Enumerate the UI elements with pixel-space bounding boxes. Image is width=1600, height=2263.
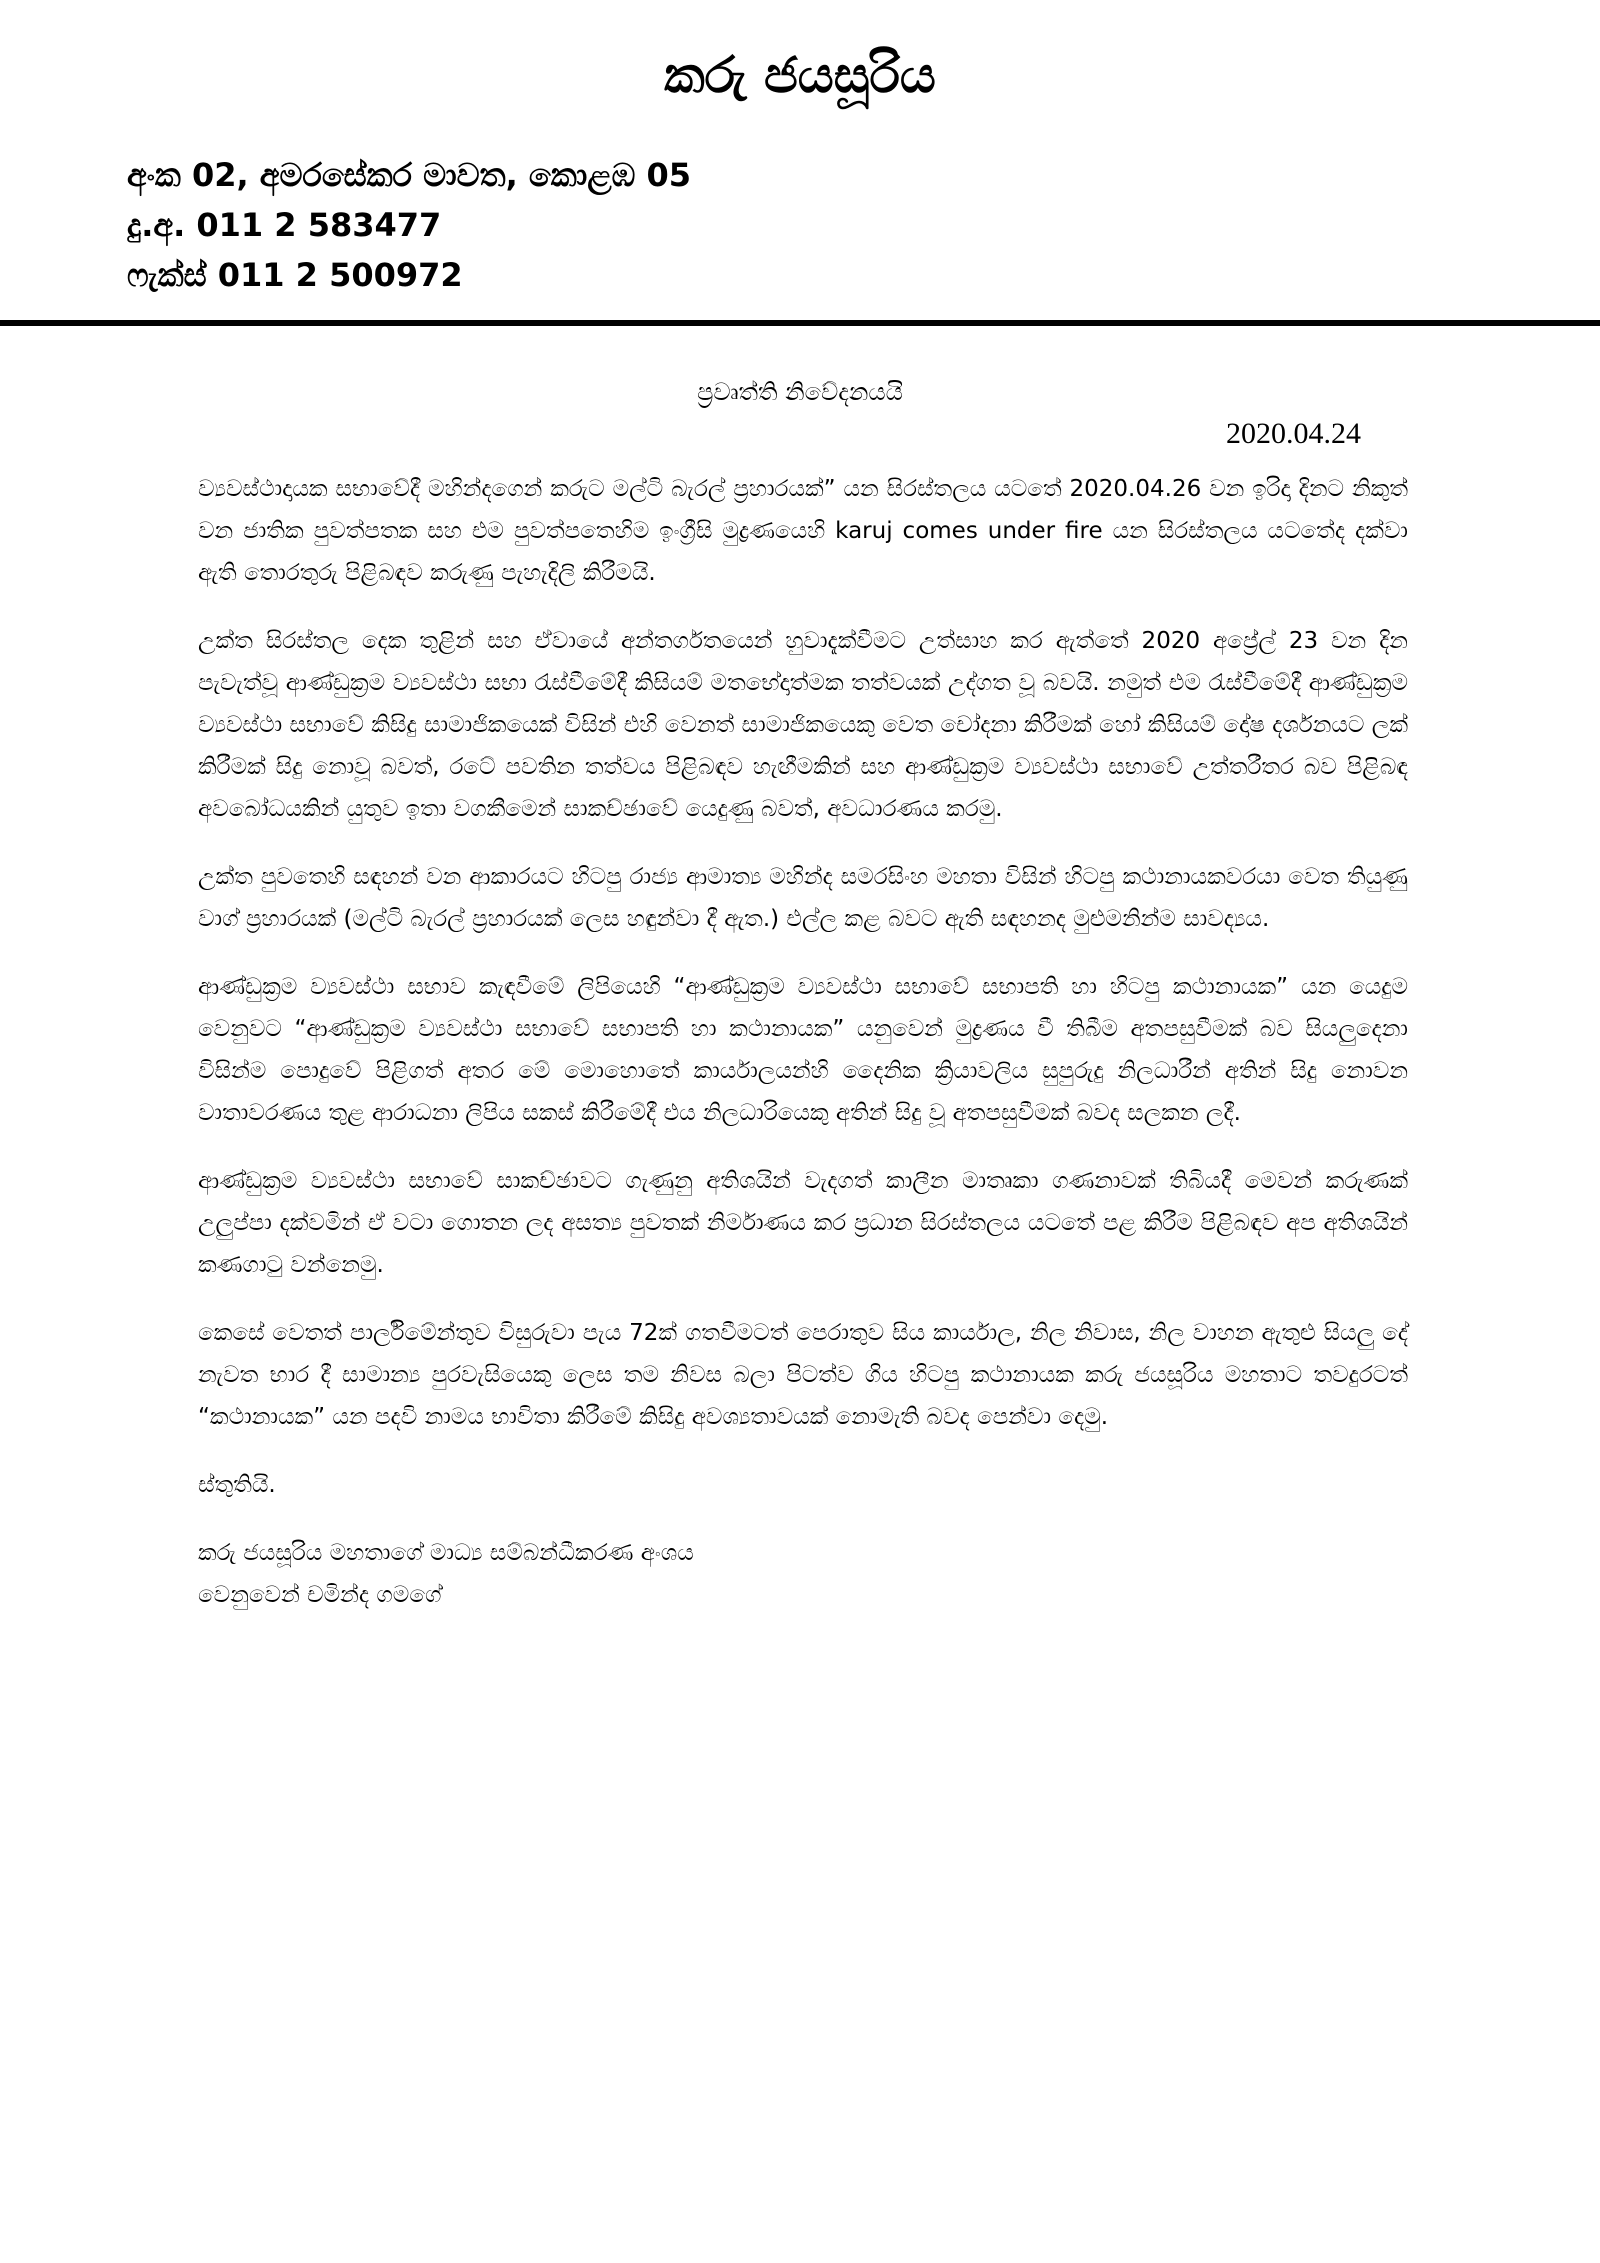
signature-line-2: වෙනුවෙන් චමින්ද ගමගේ [198, 1582, 442, 1608]
fax-line: ෆැක්ස් 011 2 500972 [127, 256, 463, 294]
paragraph: ආණ්ඩුක්‍රම ව්‍යවස්ථා සභාව කැඳවීමේ ලිපියෙහි “ආණ්ඩුක්‍රම ව්‍යවස්ථා සභාවේ සභාපති හා හිටපු කථානායක” යන යෙදුම වෙනුවට “ආණ්ඩුක්‍රම ව්‍යවස්ථා සභාවේ සභාපති හා කථානායක” යනුවෙන් මුද්‍රණය වී තිබීම අතපසුවීමක් බව සියලුදෙනා විසින්ම පොදුවේ පිළිගත් අතර මේ මොහොතේ කාර්යාලයන්හි දෛනික ක්‍රියාවලිය සුපුරුදු නිලධාරීන් අතින් සිදු නොවන වාතාවරණය තුළ ආරාධනා ලිපිය සකස් කිරීමේදී එය නිලධාරියෙකු අතින් සිදු වූ අතපසුවීමක් බවද සලකන ලදී. [198, 974, 1408, 1126]
closing-line: ස්තුතියි. [198, 1472, 276, 1498]
phone-line: දු.අ. 011 2 583477 [127, 206, 442, 244]
signature-line-1: කරු ජයසූරිය මහතාගේ මාධ්‍ය සම්බන්ධීකරණ අංශය [198, 1540, 694, 1566]
paragraph: උක්ත සිරස්තල දෙක තුළින් සහ ඒවායේ අන්තර්ගතයෙන් හුවාදැක්වීමට උත්සාහ කර ඇත්තේ 2020 අප්‍රේල් 23 වන දින පැවැත්වූ ආණ්ඩුක්‍රම ව්‍යවස්ථා සභා රැස්වීමේදී කිසියම් මතභේදාත්මක තත්වයක් උද්ගත වූ බවයි. නමුත් එම රැස්වීමේදී ආණ්ඩුක්‍රම ව්‍යවස්ථා සභාවේ කිසිදු සාමාජිකයෙක් විසින් එහි වෙනත් සාමාජිකයෙකු වෙත චෝදනා කිරීමක් හෝ කිසියම් දෝෂ දර්ශනයට ලක් කිරීමක් සිදු නොවූ බවත්, රටේ පවතින තත්වය පිළිබඳව හැඟීමකින් සහ ආණ්ඩුක්‍රම ව්‍යවස්ථා සභාවේ උත්තරීතර බව පිළිබඳ අවබෝධයකින් යුතුව ඉතා වගකීමෙන් සාකච්ඡාවේ යෙදුණු බවත්, අවධාරණය කරමු. [198, 628, 1408, 822]
address-line: අංක 02, අමරසේකර මාවත, කොළඹ 05 [127, 156, 692, 194]
document-body [198, 468, 1408, 1616]
letterhead-contact [127, 150, 691, 300]
signature-block [198, 1532, 1408, 1616]
paragraph: කෙසේ වෙතත් පාර්ලිමේන්තුව විසුරුවා පැය 72ක් ගතවීමටත් පෙරාතුව සිය කාර්යාල, නිල නිවාස, නිල වාහන ඇතුළු සියලු දේ නැවත භාර දී සාමාන්‍ය පුරවැසියෙකු ලෙස තම නිවස බලා පිටත්ව ගිය හිටපු කථානායක කරු ජයසූරිය මහතාට තවදුරටත් “කථානායක” යන පදවි නාමය භාවිතා කිරීමේ කිසිදු අවශ්‍යතාවයක් නොමැති බවද පෙන්වා දෙමු. [198, 1320, 1408, 1430]
paragraph: ආණ්ඩුක්‍රම ව්‍යවස්ථා සභාවේ සාකච්ඡාවට ගැණුනු අතිශයින් වැදගත් කාලීන මාතෘකා ගණනාවක් තිබියදී මෙවන් කරුණක් උලුප්පා දක්වමින් ඒ වටා ගොතන ලද අසත්‍ය පුවතක් නිර්මාණය කර ප්‍රධාන සිරස්තලය යටතේ පළ කිරීම පිළිබඳව අප අතිශයින් කණගාටු වන්නෙමු. [198, 1168, 1408, 1278]
document-type: ප්‍රවෘත්ති නිවේදනයයි [697, 378, 903, 406]
document-date: 2020.04.24 [1226, 417, 1361, 450]
header-divider [0, 320, 1600, 326]
paragraph: ව්‍යවස්ථාදායක සභාවේදී මහින්දගෙන් කරුට මල්ටි බැරල් ප්‍රහාරයක්” යන සිරස්තලය යටතේ 2020.04.26 වන ඉරිදා දිනට නිකුත් වන ජාතික පුවත්පතක සහ එම පුවත්පතෙහිම ඉංග්‍රීසි මුද්‍රණයෙහි karuj comes under fire යන සිරස්තලය යටතේද දක්වා ඇති තොරතුරු පිළිබඳව කරුණු පැහැදිලි කිරීමයි. [198, 476, 1408, 586]
paragraph: උක්ත පුවතෙහි සඳහන් වන ආකාරයට හිටපු රාජ්‍ය ආමාත්‍ය මහින්ද සමරසිංහ මහතා විසින් හිටපු කථානායකවරයා වෙත තියුණු වාග් ප්‍රහාරයක් (මල්ටි බැරල් ප්‍රහාරයක් ලෙස හඳුන්වා දී ඇත.) එල්ල කළ බවට ඇති සඳහනද මුළුමනින්ම සාවද්‍යය. [198, 864, 1408, 932]
letterhead-name: කරු ජයසූරිය [664, 46, 936, 104]
